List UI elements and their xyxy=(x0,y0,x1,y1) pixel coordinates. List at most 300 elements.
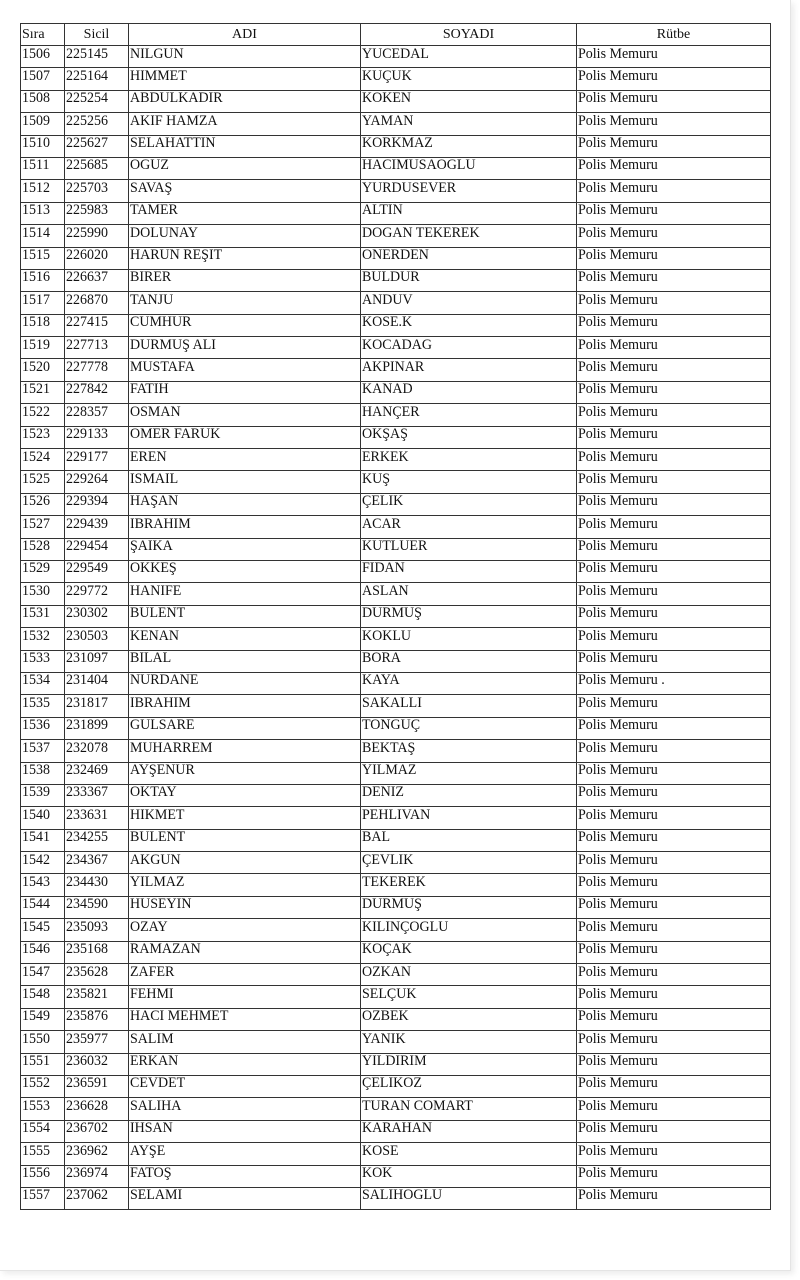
cell-soyadi: OZKAN xyxy=(361,964,577,988)
cell-adi: SELAHATTIN xyxy=(129,135,361,159)
cell-adi: ABDULKADIR xyxy=(129,90,361,114)
cell-sicil: 236591 xyxy=(65,1075,129,1099)
cell-soyadi: KUŞ xyxy=(361,471,577,495)
table-row xyxy=(21,672,771,694)
table-row xyxy=(21,359,771,381)
table-row xyxy=(21,583,771,605)
cell-rutbe: Polis Memuru xyxy=(577,986,771,1010)
cell-sicil: 228357 xyxy=(65,404,129,428)
table-body xyxy=(21,46,771,1210)
cell-adi: FATOŞ xyxy=(129,1165,361,1189)
cell-soyadi: DENIZ xyxy=(361,784,577,808)
cell-soyadi: YILDIRIM xyxy=(361,1053,577,1077)
cell-sicil: 234590 xyxy=(65,896,129,920)
table-header-row xyxy=(21,24,771,46)
table-row xyxy=(21,135,771,157)
cell-soyadi: SALIHOGLU xyxy=(361,1187,577,1211)
cell-sicil: 236974 xyxy=(65,1165,129,1189)
cell-sira: 1522 xyxy=(21,404,65,428)
table-row xyxy=(21,650,771,672)
cell-sira: 1518 xyxy=(21,314,65,338)
table-row xyxy=(21,493,771,515)
cell-adi: AKIF HAMZA xyxy=(129,113,361,137)
cell-rutbe: Polis Memuru xyxy=(577,1053,771,1077)
cell-sira: 1543 xyxy=(21,874,65,898)
cell-rutbe: Polis Memuru xyxy=(577,740,771,764)
table-row xyxy=(21,560,771,582)
header-rutbe: Rütbe xyxy=(577,24,771,46)
cell-rutbe: Polis Memuru xyxy=(577,247,771,271)
cell-sicil: 233367 xyxy=(65,784,129,808)
cell-soyadi: KOKEN xyxy=(361,90,577,114)
cell-sira: 1539 xyxy=(21,784,65,808)
table-row xyxy=(21,605,771,627)
cell-rutbe: Polis Memuru xyxy=(577,1143,771,1167)
cell-adi: ISMAIL xyxy=(129,471,361,495)
cell-sira: 1513 xyxy=(21,202,65,226)
cell-soyadi: KANAD xyxy=(361,381,577,405)
cell-adi: IBRAHIM xyxy=(129,516,361,540)
table-row xyxy=(21,1075,771,1097)
cell-soyadi: BEKTAŞ xyxy=(361,740,577,764)
cell-rutbe: Polis Memuru xyxy=(577,471,771,495)
cell-rutbe: Polis Memuru xyxy=(577,650,771,674)
cell-soyadi: KOCADAG xyxy=(361,337,577,361)
cell-soyadi: YANIK xyxy=(361,1031,577,1055)
cell-sicil: 229264 xyxy=(65,471,129,495)
cell-sicil: 225990 xyxy=(65,225,129,249)
cell-rutbe: Polis Memuru xyxy=(577,762,771,786)
table-row xyxy=(21,628,771,650)
cell-rutbe: Polis Memuru xyxy=(577,1031,771,1055)
table-row xyxy=(21,919,771,941)
cell-sira: 1541 xyxy=(21,829,65,853)
table-row xyxy=(21,874,771,896)
cell-adi: SALIHA xyxy=(129,1098,361,1122)
cell-sira: 1521 xyxy=(21,381,65,405)
cell-sira: 1515 xyxy=(21,247,65,271)
table-row xyxy=(21,1120,771,1142)
cell-rutbe: Polis Memuru xyxy=(577,1098,771,1122)
cell-adi: SELAMI xyxy=(129,1187,361,1211)
cell-soyadi: ALTIN xyxy=(361,202,577,226)
cell-sicil: 230302 xyxy=(65,605,129,629)
cell-adi: DOLUNAY xyxy=(129,225,361,249)
table-row xyxy=(21,292,771,314)
cell-adi: IHSAN xyxy=(129,1120,361,1144)
cell-soyadi: KOKLU xyxy=(361,628,577,652)
cell-sicil: 229439 xyxy=(65,516,129,540)
cell-sicil: 225254 xyxy=(65,90,129,114)
table-row xyxy=(21,986,771,1008)
cell-soyadi: BULDUR xyxy=(361,269,577,293)
cell-adi: AKGUN xyxy=(129,852,361,876)
cell-rutbe: Polis Memuru xyxy=(577,404,771,428)
cell-rutbe: Polis Memuru xyxy=(577,1165,771,1189)
cell-soyadi: SELÇUK xyxy=(361,986,577,1010)
table-row xyxy=(21,538,771,560)
cell-rutbe: Polis Memuru xyxy=(577,68,771,92)
cell-adi: HAŞAN xyxy=(129,493,361,517)
cell-rutbe: Polis Memuru xyxy=(577,1120,771,1144)
cell-adi: IBRAHIM xyxy=(129,695,361,719)
cell-soyadi: OKŞAŞ xyxy=(361,426,577,450)
cell-soyadi: ÇELIK xyxy=(361,493,577,517)
cell-sicil: 225256 xyxy=(65,113,129,137)
cell-sicil: 227842 xyxy=(65,381,129,405)
table-row xyxy=(21,1143,771,1165)
cell-adi: TAMER xyxy=(129,202,361,226)
cell-adi: OGUZ xyxy=(129,157,361,181)
cell-rutbe: Polis Memuru xyxy=(577,516,771,540)
cell-sicil: 226870 xyxy=(65,292,129,316)
table-row xyxy=(21,46,771,68)
cell-sira: 1552 xyxy=(21,1075,65,1099)
cell-adi: FEHMI xyxy=(129,986,361,1010)
cell-soyadi: BORA xyxy=(361,650,577,674)
cell-adi: OKKEŞ xyxy=(129,560,361,584)
cell-sicil: 225627 xyxy=(65,135,129,159)
table-row xyxy=(21,90,771,112)
header-sira: Sıra xyxy=(21,24,65,46)
cell-adi: EREN xyxy=(129,449,361,473)
cell-sicil: 236032 xyxy=(65,1053,129,1077)
cell-sicil: 230503 xyxy=(65,628,129,652)
cell-rutbe: Polis Memuru xyxy=(577,829,771,853)
cell-adi: ŞAIKA xyxy=(129,538,361,562)
cell-rutbe: Polis Memuru xyxy=(577,1008,771,1032)
table-row xyxy=(21,762,771,784)
cell-soyadi: SAKALLI xyxy=(361,695,577,719)
cell-sira: 1534 xyxy=(21,672,65,696)
cell-adi: HARUN REŞIT xyxy=(129,247,361,271)
cell-soyadi: ASLAN xyxy=(361,583,577,607)
cell-sira: 1507 xyxy=(21,68,65,92)
cell-sira: 1526 xyxy=(21,493,65,517)
cell-sicil: 235821 xyxy=(65,986,129,1010)
cell-sicil: 227415 xyxy=(65,314,129,338)
cell-sicil: 231097 xyxy=(65,650,129,674)
cell-soyadi: ACAR xyxy=(361,516,577,540)
cell-rutbe: Polis Memuru xyxy=(577,717,771,741)
header-soyadi: SOYADI xyxy=(361,24,577,46)
cell-adi: ERKAN xyxy=(129,1053,361,1077)
cell-sira: 1525 xyxy=(21,471,65,495)
cell-soyadi: TURAN COMART xyxy=(361,1098,577,1122)
cell-sicil: 229772 xyxy=(65,583,129,607)
cell-sira: 1544 xyxy=(21,896,65,920)
cell-sira: 1553 xyxy=(21,1098,65,1122)
cell-rutbe: Polis Memuru xyxy=(577,157,771,181)
table-row xyxy=(21,314,771,336)
table-row xyxy=(21,113,771,135)
header-adi: ADI xyxy=(129,24,361,46)
cell-rutbe: Polis Memuru xyxy=(577,1075,771,1099)
cell-sira: 1524 xyxy=(21,449,65,473)
cell-sira: 1540 xyxy=(21,807,65,831)
cell-soyadi: FIDAN xyxy=(361,560,577,584)
cell-adi: HIMMET xyxy=(129,68,361,92)
cell-adi: DURMUŞ ALI xyxy=(129,337,361,361)
cell-soyadi: PEHLIVAN xyxy=(361,807,577,831)
cell-rutbe: Polis Memuru . xyxy=(577,672,771,696)
cell-soyadi: KUÇUK xyxy=(361,68,577,92)
cell-rutbe: Polis Memuru xyxy=(577,852,771,876)
cell-sicil: 229394 xyxy=(65,493,129,517)
table-row xyxy=(21,1098,771,1120)
cell-adi: KENAN xyxy=(129,628,361,652)
cell-sicil: 235093 xyxy=(65,919,129,943)
cell-sira: 1523 xyxy=(21,426,65,450)
cell-sira: 1548 xyxy=(21,986,65,1010)
cell-sicil: 234430 xyxy=(65,874,129,898)
cell-soyadi: DURMUŞ xyxy=(361,896,577,920)
cell-sira: 1530 xyxy=(21,583,65,607)
table-row xyxy=(21,1031,771,1053)
cell-rutbe: Polis Memuru xyxy=(577,560,771,584)
table-row xyxy=(21,516,771,538)
cell-adi: MUSTAFA xyxy=(129,359,361,383)
cell-rutbe: Polis Memuru xyxy=(577,113,771,137)
cell-soyadi: DURMUŞ xyxy=(361,605,577,629)
cell-adi: YILMAZ xyxy=(129,874,361,898)
cell-adi: GULSARE xyxy=(129,717,361,741)
cell-rutbe: Polis Memuru xyxy=(577,292,771,316)
cell-rutbe: Polis Memuru xyxy=(577,90,771,114)
cell-soyadi: ANDUV xyxy=(361,292,577,316)
cell-adi: NILGUN xyxy=(129,46,361,70)
cell-sicil: 226020 xyxy=(65,247,129,271)
cell-adi: MUHARREM xyxy=(129,740,361,764)
cell-sicil: 225983 xyxy=(65,202,129,226)
cell-soyadi: YURDUSEVER xyxy=(361,180,577,204)
cell-soyadi: KOSE xyxy=(361,1143,577,1167)
table-row xyxy=(21,941,771,963)
cell-soyadi: HACIMUSAOGLU xyxy=(361,157,577,181)
header-sicil: Sicil xyxy=(65,24,129,46)
cell-sicil: 231817 xyxy=(65,695,129,719)
cell-sicil: 233631 xyxy=(65,807,129,831)
table-row xyxy=(21,449,771,471)
cell-soyadi: KOSE.K xyxy=(361,314,577,338)
cell-rutbe: Polis Memuru xyxy=(577,359,771,383)
cell-sicil: 229177 xyxy=(65,449,129,473)
cell-soyadi: KOK xyxy=(361,1165,577,1189)
table-row xyxy=(21,964,771,986)
cell-sira: 1509 xyxy=(21,113,65,137)
cell-adi: CUMHUR xyxy=(129,314,361,338)
cell-rutbe: Polis Memuru xyxy=(577,225,771,249)
cell-soyadi: ONERDEN xyxy=(361,247,577,271)
cell-sira: 1542 xyxy=(21,852,65,876)
table-row xyxy=(21,852,771,874)
cell-sira: 1531 xyxy=(21,605,65,629)
cell-sira: 1538 xyxy=(21,762,65,786)
personnel-table xyxy=(20,23,771,1210)
cell-sicil: 235628 xyxy=(65,964,129,988)
table-row xyxy=(21,202,771,224)
cell-sicil: 229454 xyxy=(65,538,129,562)
cell-adi: OKTAY xyxy=(129,784,361,808)
cell-sicil: 226637 xyxy=(65,269,129,293)
cell-soyadi: BAL xyxy=(361,829,577,853)
cell-adi: BIRER xyxy=(129,269,361,293)
cell-sira: 1517 xyxy=(21,292,65,316)
cell-sicil: 234255 xyxy=(65,829,129,853)
cell-sira: 1554 xyxy=(21,1120,65,1144)
cell-rutbe: Polis Memuru xyxy=(577,1187,771,1211)
table-row xyxy=(21,225,771,247)
table-row xyxy=(21,717,771,739)
cell-rutbe: Polis Memuru xyxy=(577,180,771,204)
cell-sicil: 235168 xyxy=(65,941,129,965)
cell-adi: AYŞENUR xyxy=(129,762,361,786)
cell-sicil: 231404 xyxy=(65,672,129,696)
table-row xyxy=(21,1187,771,1209)
cell-rutbe: Polis Memuru xyxy=(577,449,771,473)
cell-adi: HUSEYIN xyxy=(129,896,361,920)
cell-sira: 1529 xyxy=(21,560,65,584)
cell-sira: 1537 xyxy=(21,740,65,764)
cell-adi: HACI MEHMET xyxy=(129,1008,361,1032)
cell-adi: FATIH xyxy=(129,381,361,405)
cell-rutbe: Polis Memuru xyxy=(577,941,771,965)
cell-sicil: 225685 xyxy=(65,157,129,181)
cell-adi: SALIM xyxy=(129,1031,361,1055)
cell-sicil: 227713 xyxy=(65,337,129,361)
table-row xyxy=(21,247,771,269)
cell-sira: 1506 xyxy=(21,46,65,70)
cell-adi: SAVAŞ xyxy=(129,180,361,204)
cell-sira: 1556 xyxy=(21,1165,65,1189)
cell-rutbe: Polis Memuru xyxy=(577,919,771,943)
cell-sicil: 236628 xyxy=(65,1098,129,1122)
table-row xyxy=(21,784,771,806)
cell-sicil: 232078 xyxy=(65,740,129,764)
cell-sira: 1545 xyxy=(21,919,65,943)
cell-sicil: 235876 xyxy=(65,1008,129,1032)
cell-sicil: 237062 xyxy=(65,1187,129,1211)
cell-soyadi: KAYA xyxy=(361,672,577,696)
cell-adi: BULENT xyxy=(129,829,361,853)
table-row xyxy=(21,426,771,448)
table-row xyxy=(21,807,771,829)
cell-soyadi: YAMAN xyxy=(361,113,577,137)
cell-sicil: 234367 xyxy=(65,852,129,876)
cell-rutbe: Polis Memuru xyxy=(577,605,771,629)
cell-adi: BULENT xyxy=(129,605,361,629)
cell-sira: 1511 xyxy=(21,157,65,181)
cell-sira: 1532 xyxy=(21,628,65,652)
cell-adi: OZAY xyxy=(129,919,361,943)
cell-sira: 1533 xyxy=(21,650,65,674)
cell-soyadi: KILINÇOGLU xyxy=(361,919,577,943)
cell-sira: 1546 xyxy=(21,941,65,965)
cell-rutbe: Polis Memuru xyxy=(577,964,771,988)
cell-sicil: 227778 xyxy=(65,359,129,383)
cell-rutbe: Polis Memuru xyxy=(577,896,771,920)
cell-rutbe: Polis Memuru xyxy=(577,426,771,450)
cell-sicil: 225703 xyxy=(65,180,129,204)
cell-sira: 1555 xyxy=(21,1143,65,1167)
cell-sicil: 232469 xyxy=(65,762,129,786)
cell-rutbe: Polis Memuru xyxy=(577,628,771,652)
table-row xyxy=(21,1008,771,1030)
cell-sira: 1535 xyxy=(21,695,65,719)
table-row xyxy=(21,829,771,851)
cell-adi: RAMAZAN xyxy=(129,941,361,965)
table-row xyxy=(21,896,771,918)
table-row xyxy=(21,337,771,359)
cell-rutbe: Polis Memuru xyxy=(577,695,771,719)
cell-rutbe: Polis Memuru xyxy=(577,874,771,898)
cell-adi: TANJU xyxy=(129,292,361,316)
cell-soyadi: KOÇAK xyxy=(361,941,577,965)
cell-adi: OMER FARUK xyxy=(129,426,361,450)
cell-rutbe: Polis Memuru xyxy=(577,337,771,361)
cell-rutbe: Polis Memuru xyxy=(577,381,771,405)
cell-sira: 1528 xyxy=(21,538,65,562)
cell-soyadi: TEKEREK xyxy=(361,874,577,898)
cell-sira: 1512 xyxy=(21,180,65,204)
cell-adi: AYŞE xyxy=(129,1143,361,1167)
cell-soyadi: KUTLUER xyxy=(361,538,577,562)
cell-sicil: 225164 xyxy=(65,68,129,92)
cell-rutbe: Polis Memuru xyxy=(577,269,771,293)
cell-soyadi: HANÇER xyxy=(361,404,577,428)
table-row xyxy=(21,404,771,426)
table-row xyxy=(21,740,771,762)
cell-sira: 1520 xyxy=(21,359,65,383)
cell-sicil: 236702 xyxy=(65,1120,129,1144)
cell-sira: 1536 xyxy=(21,717,65,741)
cell-sira: 1550 xyxy=(21,1031,65,1055)
table-row xyxy=(21,180,771,202)
cell-sicil: 235977 xyxy=(65,1031,129,1055)
cell-sira: 1510 xyxy=(21,135,65,159)
cell-rutbe: Polis Memuru xyxy=(577,784,771,808)
cell-rutbe: Polis Memuru xyxy=(577,202,771,226)
table-row xyxy=(21,1165,771,1187)
cell-soyadi: ÇELIKOZ xyxy=(361,1075,577,1099)
table-row xyxy=(21,381,771,403)
table-row xyxy=(21,695,771,717)
cell-soyadi: OZBEK xyxy=(361,1008,577,1032)
cell-sira: 1516 xyxy=(21,269,65,293)
table-row xyxy=(21,269,771,291)
cell-soyadi: YILMAZ xyxy=(361,762,577,786)
cell-soyadi: AKPINAR xyxy=(361,359,577,383)
table-row xyxy=(21,68,771,90)
cell-rutbe: Polis Memuru xyxy=(577,538,771,562)
cell-sicil: 225145 xyxy=(65,46,129,70)
cell-sicil: 231899 xyxy=(65,717,129,741)
cell-sira: 1527 xyxy=(21,516,65,540)
cell-adi: HIKMET xyxy=(129,807,361,831)
cell-sira: 1514 xyxy=(21,225,65,249)
cell-sira: 1557 xyxy=(21,1187,65,1211)
cell-soyadi: KORKMAZ xyxy=(361,135,577,159)
cell-soyadi: YUCEDAL xyxy=(361,46,577,70)
cell-soyadi: KARAHAN xyxy=(361,1120,577,1144)
cell-sira: 1547 xyxy=(21,964,65,988)
cell-rutbe: Polis Memuru xyxy=(577,583,771,607)
table-row xyxy=(21,471,771,493)
cell-adi: HANIFE xyxy=(129,583,361,607)
cell-adi: ZAFER xyxy=(129,964,361,988)
cell-sira: 1508 xyxy=(21,90,65,114)
cell-adi: NURDANE xyxy=(129,672,361,696)
